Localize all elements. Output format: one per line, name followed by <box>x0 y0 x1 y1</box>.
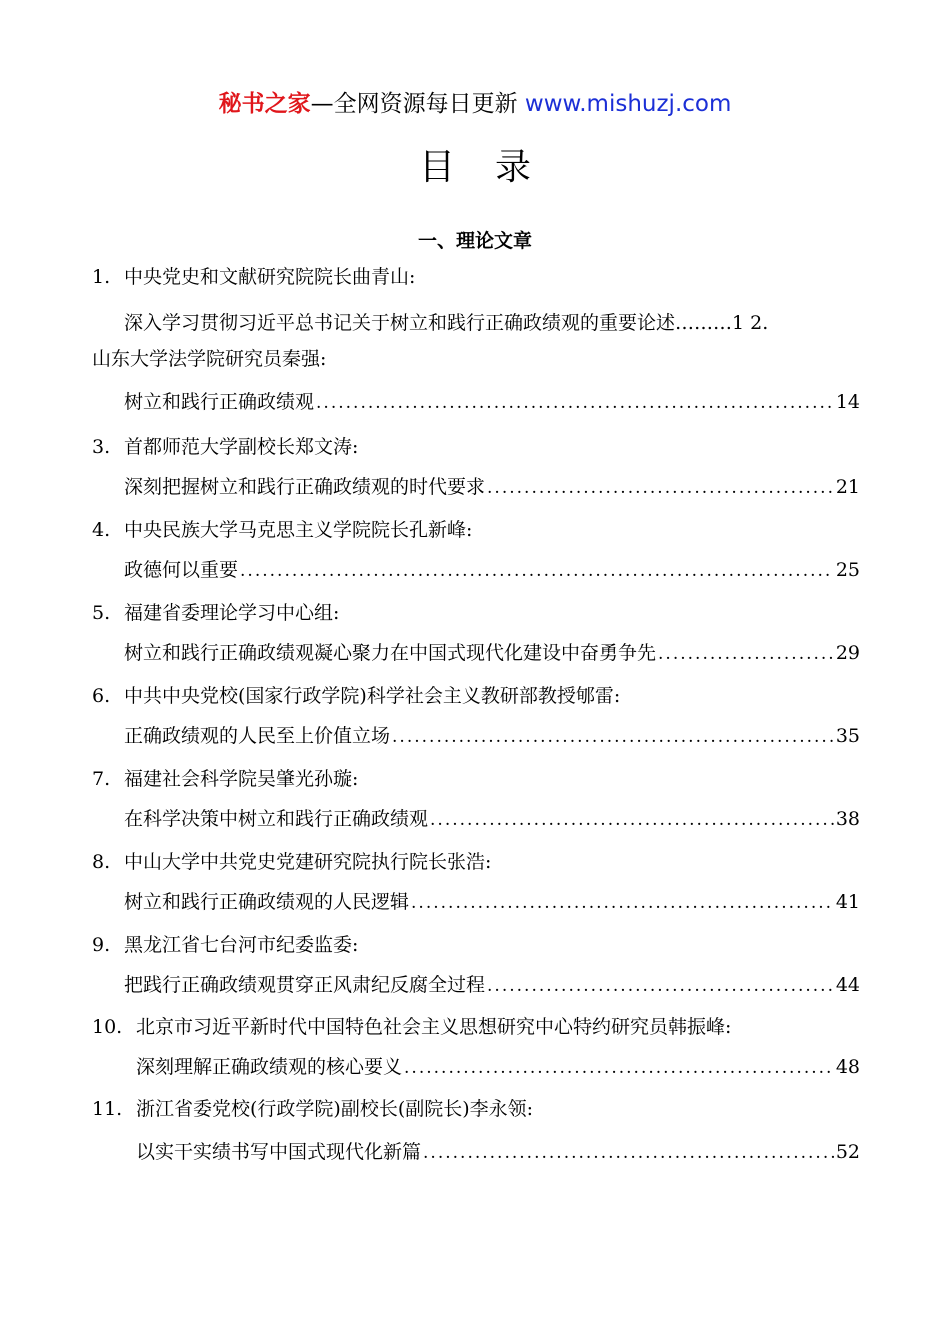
toc-author: 中央党史和文献研究院院长曲青山: <box>124 266 416 288</box>
toc-author-line <box>92 766 358 792</box>
toc-number: 6. <box>92 685 111 707</box>
toc-author: 中共中央党校(国家行政学院)科学社会主义教研部教授郇雷: <box>124 685 621 707</box>
toc-entry[interactable] <box>136 1139 860 1165</box>
toc-entry[interactable] <box>124 557 860 583</box>
toc-page-number: 48 <box>835 1056 860 1078</box>
toc-page-number: 52 <box>835 1141 860 1163</box>
site-banner <box>0 88 950 120</box>
toc-entry[interactable] <box>136 1054 860 1080</box>
toc-page-number: 35 <box>835 725 860 747</box>
toc-author-line <box>92 1014 731 1040</box>
toc-page-number: 44 <box>835 974 860 996</box>
toc-number: 3. <box>92 436 111 458</box>
toc-author-line <box>92 849 491 875</box>
toc-number: 1. <box>92 266 111 288</box>
toc-leader-dots <box>316 390 834 416</box>
toc-author: 中山大学中共党史党建研究院执行院长张浩: <box>124 851 492 873</box>
toc-number: 4. <box>92 519 111 541</box>
toc-leader-dots <box>423 1140 834 1166</box>
toc-author: 福建省委理论学习中心组: <box>124 602 340 624</box>
toc-title: 深刻把握树立和践行正确政绩观的时代要求 <box>124 476 486 498</box>
toc-leader-dots <box>430 807 834 833</box>
toc-page-number: 41 <box>835 891 860 913</box>
toc-page-number: 14 <box>835 391 860 413</box>
banner-slogan: —全网资源每日更新 <box>310 91 525 117</box>
toc-number: 8. <box>92 851 111 873</box>
toc-page-number: 21 <box>835 476 860 498</box>
page-title <box>0 145 950 191</box>
toc-author-line <box>92 434 358 460</box>
toc-entry[interactable] <box>124 723 860 749</box>
banner-brand: 秘书之家 <box>218 91 311 117</box>
toc-entry[interactable] <box>124 889 860 915</box>
toc-page-number: 38 <box>835 808 860 830</box>
toc-entry[interactable] <box>124 640 860 666</box>
toc-title: 树立和践行正确政绩观的人民逻辑 <box>124 891 410 913</box>
toc-author: 黑龙江省七台河市纪委监委: <box>124 934 359 956</box>
title-char-1: 目 <box>418 147 455 188</box>
toc-title: 以实干实绩书写中国式现代化新篇 <box>136 1141 422 1163</box>
toc-title: 把践行正确政绩观贯穿正风肃纪反腐全过程 <box>124 974 486 996</box>
toc-title: 在科学决策中树立和践行正确政绩观 <box>124 808 429 830</box>
toc-number: 10. <box>92 1016 123 1038</box>
toc-title: 正确政绩观的人民至上价值立场 <box>124 725 391 747</box>
toc-title-line[interactable]: 深入学习贯彻习近平总书记关于树立和践行正确政绩观的重要论述………1 2. <box>124 312 769 334</box>
toc-leader-dots <box>487 475 834 501</box>
toc-entry[interactable] <box>124 474 860 500</box>
toc-author: 首都师范大学副校长郑文涛: <box>124 436 359 458</box>
toc-title: 深刻理解正确政绩观的核心要义 <box>136 1056 403 1078</box>
toc-author-line <box>92 264 415 290</box>
toc-entry[interactable] <box>124 972 860 998</box>
toc-leader-dots <box>658 641 834 667</box>
section-heading: 一、理论文章 <box>417 230 532 252</box>
toc-author: 北京市习近平新时代中国特色社会主义思想研究中心特约研究员韩振峰: <box>136 1016 732 1038</box>
toc-author-line: 山东大学法学院研究员秦强: <box>92 348 327 370</box>
toc-title: 树立和践行正确政绩观 <box>124 391 315 413</box>
toc-author-line <box>92 1096 533 1122</box>
toc-number: 7. <box>92 768 111 790</box>
title-char-2: 录 <box>495 147 532 188</box>
toc-leader-dots <box>392 724 834 750</box>
toc-author: 浙江省委党校(行政学院)副校长(副院长)李永领: <box>136 1098 534 1120</box>
toc-leader-dots <box>404 1055 834 1081</box>
toc-page-number: 29 <box>835 642 860 664</box>
toc-author: 福建社会科学院吴肇光孙璇: <box>124 768 359 790</box>
toc-entry[interactable] <box>124 389 860 415</box>
toc-number: 11. <box>92 1098 123 1120</box>
toc-title: 树立和践行正确政绩观凝心聚力在中国式现代化建设中奋勇争先 <box>124 642 657 664</box>
toc-author-line <box>92 517 472 543</box>
toc-page-number: 25 <box>835 559 860 581</box>
toc-entry[interactable] <box>124 806 860 832</box>
toc-title: 政德何以重要 <box>124 559 239 581</box>
toc-author-line <box>92 932 358 958</box>
toc-author-line <box>92 600 339 626</box>
toc-number: 5. <box>92 602 111 624</box>
toc-leader-dots <box>487 973 834 999</box>
toc-leader-dots <box>240 558 834 584</box>
toc-author-line <box>92 683 620 709</box>
toc-number: 9. <box>92 934 111 956</box>
toc-leader-dots <box>411 890 834 916</box>
banner-url-link[interactable]: www.mishuzj.com <box>524 91 732 117</box>
toc-author: 中央民族大学马克思主义学院院长孔新峰: <box>124 519 473 541</box>
